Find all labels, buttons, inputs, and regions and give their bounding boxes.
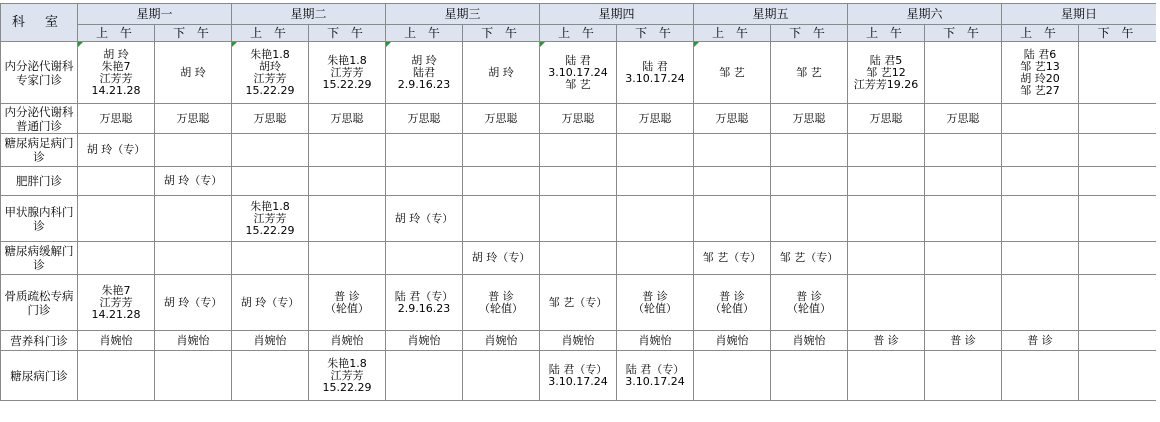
schedule-cell — [1079, 167, 1157, 196]
table-row — [1, 42, 1157, 104]
schedule-cell — [1079, 134, 1157, 167]
schedule-cell — [155, 134, 232, 167]
schedule-cell: 普 诊 — [1002, 331, 1079, 351]
schedule-cell — [694, 196, 771, 242]
schedule-cell — [617, 134, 694, 167]
schedule-cell: 邹 艺（专） — [540, 275, 617, 331]
schedule-cell — [1079, 104, 1157, 134]
schedule-cell — [771, 351, 848, 401]
schedule-cell: 胡 玲 — [155, 42, 232, 104]
schedule-cell: 万思聪 — [463, 104, 540, 134]
schedule-cell — [617, 196, 694, 242]
schedule-cell: 肖婉怡 — [617, 331, 694, 351]
table-row — [1, 242, 1157, 275]
schedule-cell: 朱艳1.8 胡玲 江芳芳 15.22.29 — [232, 42, 309, 104]
schedule-cell: 万思聪 — [78, 104, 155, 134]
table-row — [1, 167, 1157, 196]
schedule-cell — [232, 242, 309, 275]
schedule-cell — [1002, 134, 1079, 167]
clinic-schedule-table — [0, 3, 1157, 401]
schedule-cell — [925, 134, 1002, 167]
department-name: 骨质疏松专病门诊 — [1, 275, 78, 331]
afternoon-header: 下 午 — [309, 25, 386, 42]
schedule-cell — [925, 242, 1002, 275]
schedule-cell — [925, 42, 1002, 104]
schedule-cell — [386, 351, 463, 401]
schedule-cell — [386, 242, 463, 275]
schedule-cell: 邹 艺（专） — [694, 242, 771, 275]
schedule-cell: 万思聪 — [232, 104, 309, 134]
schedule-cell: 万思聪 — [771, 104, 848, 134]
morning-header: 上 午 — [1002, 25, 1079, 42]
schedule-cell — [694, 167, 771, 196]
schedule-cell — [925, 196, 1002, 242]
schedule-cell: 陆 君 3.10.17.24 邹 艺 — [540, 42, 617, 104]
schedule-cell: 肖婉怡 — [78, 331, 155, 351]
schedule-cell — [771, 167, 848, 196]
schedule-cell: 朱艳7 江芳芳 14.21.28 — [78, 275, 155, 331]
schedule-cell — [771, 196, 848, 242]
table-row — [1, 351, 1157, 401]
schedule-cell: 肖婉怡 — [386, 331, 463, 351]
schedule-cell — [309, 196, 386, 242]
schedule-cell — [1079, 275, 1157, 331]
schedule-cell: 普 诊 （轮值） — [694, 275, 771, 331]
schedule-cell: 陆 君 3.10.17.24 — [617, 42, 694, 104]
schedule-cell — [1079, 331, 1157, 351]
table-row — [1, 134, 1157, 167]
schedule-cell — [1079, 351, 1157, 401]
schedule-cell: 万思聪 — [309, 104, 386, 134]
schedule-cell: 陆 君（专） 3.10.17.24 — [540, 351, 617, 401]
schedule-cell: 胡 玲（专） — [78, 134, 155, 167]
schedule-cell — [617, 242, 694, 275]
schedule-cell — [463, 351, 540, 401]
right-edge — [1156, 0, 1160, 422]
day-header: 星期四 — [540, 4, 694, 25]
schedule-cell: 陆 君（专） 3.10.17.24 — [617, 351, 694, 401]
schedule-cell — [694, 134, 771, 167]
table-row — [1, 104, 1157, 134]
morning-header: 上 午 — [540, 25, 617, 42]
schedule-cell — [232, 167, 309, 196]
day-header: 星期日 — [1002, 4, 1157, 25]
day-header: 星期二 — [232, 4, 386, 25]
day-header: 星期三 — [386, 4, 540, 25]
schedule-cell — [540, 167, 617, 196]
schedule-cell: 朱艳1.8 江芳芳 15.22.29 — [309, 351, 386, 401]
department-name: 糖尿病足病门诊 — [1, 134, 78, 167]
schedule-cell: 普 诊 （轮值） — [309, 275, 386, 331]
schedule-cell — [155, 242, 232, 275]
schedule-cell — [309, 134, 386, 167]
schedule-cell: 万思聪 — [694, 104, 771, 134]
afternoon-header: 下 午 — [617, 25, 694, 42]
schedule-cell — [155, 196, 232, 242]
schedule-cell — [1002, 242, 1079, 275]
schedule-cell — [540, 242, 617, 275]
schedule-cell — [309, 242, 386, 275]
afternoon-header: 下 午 — [463, 25, 540, 42]
schedule-cell: 普 诊 （轮值） — [463, 275, 540, 331]
schedule-cell: 邹 艺 — [771, 42, 848, 104]
morning-header: 上 午 — [694, 25, 771, 42]
schedule-cell — [463, 167, 540, 196]
schedule-cell — [617, 167, 694, 196]
department-name: 糖尿病门诊 — [1, 351, 78, 401]
schedule-cell: 万思聪 — [848, 104, 925, 134]
table-row — [1, 275, 1157, 331]
schedule-cell: 肖婉怡 — [232, 331, 309, 351]
schedule-cell — [386, 167, 463, 196]
schedule-cell: 万思聪 — [617, 104, 694, 134]
schedule-cell — [232, 134, 309, 167]
schedule-cell — [540, 196, 617, 242]
schedule-cell — [309, 167, 386, 196]
schedule-cell — [463, 196, 540, 242]
schedule-cell — [1079, 196, 1157, 242]
schedule-cell — [848, 134, 925, 167]
schedule-cell — [78, 196, 155, 242]
schedule-cell: 陆 君5 邹 艺12 江芳芳19.26 — [848, 42, 925, 104]
schedule-cell — [1002, 167, 1079, 196]
schedule-cell: 陆 君（专） 2.9.16.23 — [386, 275, 463, 331]
day-header: 星期一 — [78, 4, 232, 25]
schedule-cell: 胡 玲 朱艳7 江芳芳 14.21.28 — [78, 42, 155, 104]
schedule-cell: 肖婉怡 — [771, 331, 848, 351]
morning-header: 上 午 — [386, 25, 463, 42]
schedule-cell — [78, 167, 155, 196]
morning-header: 上 午 — [848, 25, 925, 42]
department-name: 糖尿病缓解门诊 — [1, 242, 78, 275]
afternoon-header: 下 午 — [155, 25, 232, 42]
schedule-cell: 朱艳1.8 江芳芳 15.22.29 — [232, 196, 309, 242]
morning-header: 上 午 — [78, 25, 155, 42]
schedule-cell — [1079, 242, 1157, 275]
schedule-cell — [386, 134, 463, 167]
afternoon-header: 下 午 — [1079, 25, 1157, 42]
schedule-cell: 陆 君6 邹 艺13 胡 玲20 邹 艺27 — [1002, 42, 1079, 104]
schedule-cell: 肖婉怡 — [694, 331, 771, 351]
day-header: 星期六 — [848, 4, 1002, 25]
schedule-cell — [1079, 42, 1157, 104]
schedule-cell — [463, 134, 540, 167]
department-name: 内分泌代谢科普通门诊 — [1, 104, 78, 134]
department-name: 营养科门诊 — [1, 331, 78, 351]
table-row — [1, 331, 1157, 351]
afternoon-header: 下 午 — [925, 25, 1002, 42]
schedule-cell — [925, 275, 1002, 331]
schedule-cell: 万思聪 — [925, 104, 1002, 134]
schedule-cell — [848, 351, 925, 401]
schedule-cell — [1002, 104, 1079, 134]
schedule-cell: 胡 玲（专） — [386, 196, 463, 242]
schedule-cell: 朱艳1.8 江芳芳 15.22.29 — [309, 42, 386, 104]
schedule-cell: 万思聪 — [386, 104, 463, 134]
schedule-cell: 普 诊 — [848, 331, 925, 351]
table-row — [1, 196, 1157, 242]
schedule-cell — [848, 242, 925, 275]
schedule-cell — [848, 196, 925, 242]
schedule-cell — [848, 275, 925, 331]
department-header: 科 室 — [1, 4, 78, 42]
schedule-cell: 普 诊 （轮值） — [617, 275, 694, 331]
department-name: 肥胖门诊 — [1, 167, 78, 196]
schedule-cell: 肖婉怡 — [309, 331, 386, 351]
day-header-row — [1, 4, 1157, 25]
schedule-cell — [925, 167, 1002, 196]
schedule-cell: 胡 玲（专） — [155, 167, 232, 196]
day-header: 星期五 — [694, 4, 848, 25]
schedule-cell: 胡 玲（专） — [463, 242, 540, 275]
schedule-cell: 胡 玲 — [463, 42, 540, 104]
morning-header: 上 午 — [232, 25, 309, 42]
department-name: 甲状腺内科门诊 — [1, 196, 78, 242]
schedule-cell: 胡 玲 陆君 2.9.16.23 — [386, 42, 463, 104]
schedule-cell — [925, 351, 1002, 401]
schedule-cell — [540, 134, 617, 167]
schedule-cell: 胡 玲（专） — [232, 275, 309, 331]
schedule-cell: 普 诊 — [925, 331, 1002, 351]
schedule-cell: 肖婉怡 — [540, 331, 617, 351]
schedule-cell — [78, 351, 155, 401]
schedule-cell — [78, 242, 155, 275]
schedule-cell: 万思聪 — [540, 104, 617, 134]
half-day-header-row — [1, 25, 1157, 42]
schedule-cell: 胡 玲（专） — [155, 275, 232, 331]
schedule-cell — [1002, 196, 1079, 242]
schedule-cell: 邹 艺（专） — [771, 242, 848, 275]
schedule-cell: 普 诊 （轮值） — [771, 275, 848, 331]
schedule-cell — [232, 351, 309, 401]
schedule-cell — [1002, 351, 1079, 401]
schedule-cell: 邹 艺 — [694, 42, 771, 104]
schedule-cell — [694, 351, 771, 401]
schedule-cell — [1002, 275, 1079, 331]
schedule-cell: 万思聪 — [155, 104, 232, 134]
afternoon-header: 下 午 — [771, 25, 848, 42]
schedule-cell: 肖婉怡 — [155, 331, 232, 351]
schedule-cell — [771, 134, 848, 167]
schedule-cell — [155, 351, 232, 401]
schedule-cell: 肖婉怡 — [463, 331, 540, 351]
department-name: 内分泌代谢科专家门诊 — [1, 42, 78, 104]
schedule-cell — [848, 167, 925, 196]
